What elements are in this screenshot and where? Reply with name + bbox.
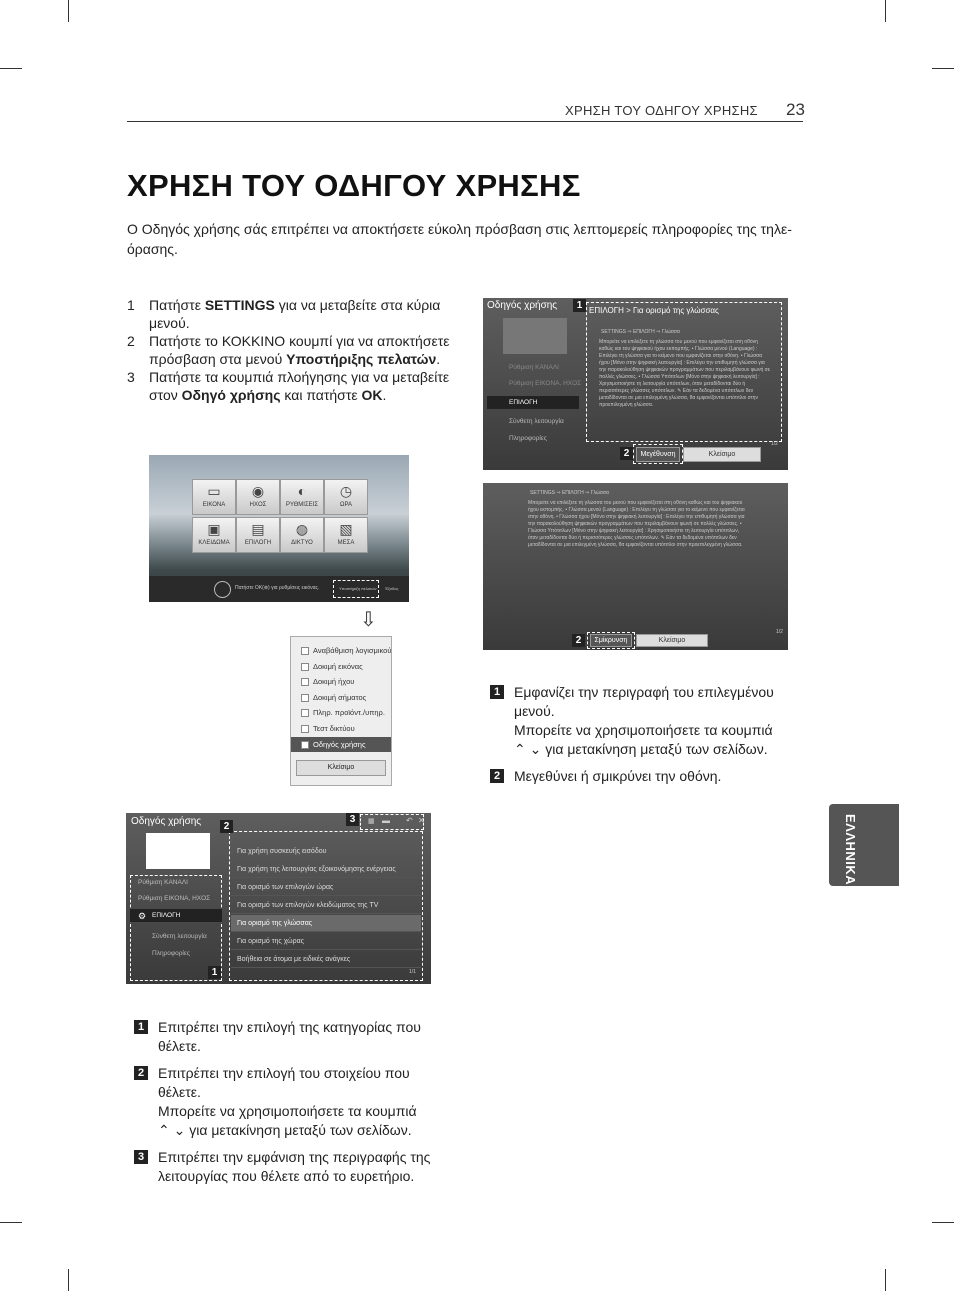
callout-badge-1: 1 bbox=[208, 966, 221, 979]
close-button[interactable]: Κλείσιμο bbox=[636, 634, 708, 647]
satellite-icon: ◐ bbox=[297, 483, 307, 499]
preview-box bbox=[503, 318, 567, 354]
tv-main-menu-screenshot bbox=[149, 455, 409, 602]
menu-tile-picture[interactable] bbox=[192, 479, 236, 515]
step-number: 1 bbox=[127, 297, 135, 313]
tile-label: ΔΙΚΤΥΟ bbox=[291, 540, 313, 546]
support-item-network-test[interactable]: Τεστ δικτύου bbox=[291, 721, 391, 737]
page-indicator: 1/1 bbox=[409, 969, 416, 975]
description-body: Μπορείτε να επιλέξετε τη γλώσσα του μενού που εμφανίζεται στη οθόνη καθώς και του ψηφιακού ήχου εκπομπής. • Γλώσσα μενού (Language) : Επιλέγει τη γλώσσα για το κείμενο που εμφανίζεται στην οθόνη. • Γλώσσα ήχου [Μόνο στην ψηφιακή λειτουργία] : Επιλέγει την επιθυμητή γλώσσα για την παρακολούθηση ψηφιακών προγραμμάτων που περιλαμβάνουν φωνή σε πολλές γλώσσες. • Γλώσσα Υπότιτλων [Μόνο στην ψηφιακή λειτουργία] : Χρησιμοποιήστε τη λειτουργία υπότιτλων, όταν μεταδίδονται δύο ή περισσότερες γλώσσες υπότιτλων. ✎ Εάν τα δεδομένα υπότιτλων δεν μεταδίδονται σε μια επιλεγμένη γλώσσα, θα εμφανίζονται υπότιτλοι στην προεπιλεγμένη γλώσσα. bbox=[528, 500, 745, 548]
grid-view-icon[interactable]: ▦ bbox=[368, 818, 375, 825]
menu-tile-network[interactable] bbox=[280, 517, 324, 553]
support-item-signal-test[interactable]: Δοκιμή σήματος bbox=[291, 690, 391, 706]
crop-mark bbox=[932, 1222, 954, 1223]
description-line: Εμφανίζει την περιγραφή του επιλεγμένου μενού. bbox=[514, 684, 774, 719]
step-text-part: για να μεταβείτε στα κύρια μενού. bbox=[149, 297, 441, 331]
crop-mark bbox=[68, 0, 69, 22]
description-line: για μετακίνηση μεταξύ των σελίδων. bbox=[545, 741, 768, 757]
support-item-user-guide[interactable]: Οδηγός χρήσης bbox=[291, 737, 391, 753]
step-text-part: Πατήστε το ΚΟΚΚΙΝΟ κουμπί για να αποκτήσετε πρόσβαση στα μενού bbox=[149, 333, 450, 367]
step-text bbox=[149, 368, 457, 404]
speaker-icon: ◉ bbox=[251, 483, 265, 499]
badge: 1 bbox=[134, 1020, 148, 1034]
page-indicator: 1/2 bbox=[771, 441, 778, 447]
briefcase-icon: ▤ bbox=[251, 521, 265, 537]
crop-mark bbox=[0, 68, 22, 69]
description-text: Επιτρέπει την επιλογή της κατηγορίας που θέλετε. bbox=[158, 1019, 421, 1054]
description-item-2 bbox=[490, 767, 790, 786]
callout-badge-3: 3 bbox=[346, 813, 359, 826]
support-item-picture-test[interactable]: Δοκιμή εικόνας bbox=[291, 659, 391, 675]
menu-tile-sound[interactable] bbox=[236, 479, 280, 515]
screen-title: Οδηγός χρήσης bbox=[131, 816, 202, 827]
description-line: Επιτρέπει την επιλογή του στοιχείου που θέλετε. bbox=[158, 1065, 410, 1100]
description-text bbox=[158, 1064, 434, 1140]
settings-path: SETTINGS ⇒ ΕΠΙΛΟΓΗ ⇒ Γλώσσα bbox=[530, 490, 609, 496]
step-number: 3 bbox=[127, 369, 135, 385]
menu-tile-lock[interactable] bbox=[192, 517, 236, 553]
callout-badge-2: 2 bbox=[572, 634, 585, 647]
step-text-part: . bbox=[436, 351, 441, 367]
crop-mark bbox=[885, 0, 886, 22]
guide-item[interactable]: Για ορισμό των επιλογών κλειδώματος της TV bbox=[231, 897, 421, 914]
category-information[interactable]: Πληροφορίες bbox=[152, 950, 190, 957]
menu-tile-option[interactable] bbox=[236, 517, 280, 553]
category-information[interactable]: Πληροφορίες bbox=[509, 435, 547, 442]
step-keyword: SETTINGS bbox=[204, 297, 275, 313]
step-text bbox=[149, 296, 457, 332]
description-item-2 bbox=[134, 1064, 434, 1140]
language-side-tab bbox=[829, 804, 899, 886]
category-picture-sound[interactable]: Ρύθμιση ΕΙΚΟΝΑ, ΗΧΟΣ bbox=[138, 895, 211, 902]
description-line: Μπορείτε να χρησιμοποιήσετε τα κουμπιά bbox=[158, 1103, 417, 1119]
language-label: ΕΛΛΗΝΙΚΑ bbox=[843, 814, 858, 886]
remote-nav-icon bbox=[214, 581, 231, 598]
crop-mark bbox=[0, 1222, 22, 1223]
header-rule bbox=[127, 121, 803, 122]
guide-item[interactable]: Για ορισμό των επιλογών ώρας bbox=[231, 879, 421, 896]
step-text bbox=[149, 332, 457, 368]
zoomed-guide-screenshot bbox=[483, 483, 788, 650]
breadcrumb: ΕΠΙΛΟΓΗ > Για ορισμό της γλώσσας bbox=[589, 306, 719, 315]
folder-icon[interactable]: ▬ bbox=[382, 816, 390, 825]
step-keyword: Υποστήριξης πελατών bbox=[286, 351, 437, 367]
crop-mark bbox=[885, 1269, 886, 1291]
guide-item[interactable]: Για χρήση συσκευής εισόδου bbox=[231, 843, 421, 860]
hint-text: Πατήστε OK(⊗) για ρυθμίσεις εικόνας. bbox=[235, 585, 320, 591]
user-guide-screenshot bbox=[126, 813, 431, 984]
close-icon[interactable]: ✕ bbox=[418, 816, 425, 825]
category-option[interactable]: ΕΠΙΛΟΓΗ bbox=[487, 396, 579, 409]
step-text-part: Πατήστε bbox=[149, 297, 205, 313]
guide-item[interactable]: Για ορισμό της χώρας bbox=[231, 933, 421, 950]
step-text-part: Πατήστε τα κουμπιά πλοήγησης για να μεταβείτε στον bbox=[149, 369, 450, 403]
guide-item[interactable]: Για ορισμό της γλώσσας bbox=[231, 915, 421, 932]
description-line: για μετακίνηση μεταξύ των σελίδων. bbox=[189, 1122, 412, 1138]
description-line: Μπορείτε να χρησιμοποιήσετε τα κουμπιά bbox=[514, 722, 773, 738]
left-description-list bbox=[134, 1018, 434, 1194]
menu-tile-time[interactable] bbox=[324, 479, 368, 515]
close-button[interactable]: Κλείσιμο bbox=[296, 760, 386, 776]
crop-mark bbox=[68, 1269, 69, 1291]
category-option[interactable]: ΕΠΙΛΟΓΗ bbox=[130, 909, 222, 922]
zoom-out-button[interactable]: Σμίκρυνση bbox=[590, 634, 632, 647]
guide-detail-screenshot bbox=[483, 298, 788, 470]
globe-icon: ◍ bbox=[295, 521, 309, 537]
support-item-product-info[interactable]: Πληρ. προϊόντ./υπηρ. bbox=[291, 705, 391, 721]
arrow-down-icon: ⇩ bbox=[360, 609, 377, 631]
clock-icon: ◷ bbox=[339, 483, 353, 499]
tile-label: ΡΥΘΜΙΣΕΙΣ bbox=[285, 502, 319, 508]
description-item-1 bbox=[490, 683, 790, 759]
preview-box bbox=[146, 833, 210, 869]
category-advanced[interactable]: Σύνθετη λειτουργία bbox=[152, 933, 207, 940]
description-text: Μεγεθύνει ή σμικρύνει την οθόνη. bbox=[514, 768, 722, 784]
guide-item[interactable]: Για χρήση της λειτουργίας εξοικονόμησης ενέργειας bbox=[231, 861, 421, 878]
badge: 2 bbox=[490, 769, 504, 783]
description-item-1 bbox=[134, 1018, 434, 1056]
header-section-title: ΧΡΗΣΗ ΤΟΥ ΟΔΗΓΟΥ ΧΡΗΣΗΣ bbox=[565, 103, 758, 118]
tile-label: ΩΡΑ bbox=[339, 502, 353, 508]
tile-label: ΜΕΣΑ bbox=[337, 540, 355, 546]
description-text bbox=[514, 683, 790, 759]
support-menu bbox=[290, 636, 392, 786]
step-keyword: OK bbox=[361, 387, 383, 403]
step-list bbox=[127, 296, 457, 404]
description-body: Μπορείτε να επιλέξετε τη γλώσσα του μενού που εμφανίζεται στη οθόνη καθώς και του ψηφιακού ήχου εκπομπής. • Γλώσσα μενού (Language) : Επιλέγει τη γλώσσα για το κείμενο που εμφανίζεται στην οθόνη. • Γλώσσα ήχου [Μόνο στην ψηφιακή λειτουργία] : Επιλέγει την επιθυμητή γλώσσα για την παρακολούθηση ψηφιακών προγραμμάτων που περιλαμβάνουν φωνή σε πολλές γλώσσες. • Γλώσσα Υπότιτλων [Μόνο στην ψηφιακή λειτουργία] : Χρησιμοποιήστε τη λειτουργία υπότιτλων, όταν μεταδίδονται δύο ή περισσότερες γλώσσες υπότιτλων. ✎ Εάν τα δεδομένα υπότιτλων δεν μεταδίδονται σε μια επιλεγμένη γλώσσα, θα εμφανίζονται υπότιτλοι στην προεπιλεγμένη γλώσσα. bbox=[599, 339, 770, 408]
badge: 3 bbox=[134, 1150, 148, 1164]
step-3 bbox=[127, 368, 457, 404]
callout-badge-2: 2 bbox=[220, 820, 233, 833]
category-advanced[interactable]: Σύνθετη λειτουργία bbox=[509, 418, 564, 425]
right-description-list bbox=[490, 683, 790, 794]
intro-paragraph: Ο Οδηγός χρήσης σάς επιτρέπει να αποκτήσετε εύκολη πρόσβαση στις λεπτομερείς πληροφορίες της τηλε-όρασης. bbox=[127, 221, 792, 257]
support-item-sound-test[interactable]: Δοκιμή ήχου bbox=[291, 674, 391, 690]
gear-icon: ⚙ bbox=[138, 911, 147, 921]
support-button[interactable]: Υποστήριξη πελατών bbox=[339, 586, 377, 591]
photos-icon: ▧ bbox=[339, 521, 353, 537]
tv-hint-bar bbox=[149, 576, 409, 602]
close-button[interactable]: Κλείσιμο bbox=[683, 447, 761, 462]
page-title: ΧΡΗΣΗ ΤΟΥ ΟΔΗΓΟΥ ΧΡΗΣΗΣ bbox=[127, 168, 581, 203]
callout-badge-1: 1 bbox=[573, 299, 586, 312]
back-icon[interactable]: ↶ bbox=[406, 816, 413, 825]
tv-icon: ▭ bbox=[207, 483, 221, 499]
chevron-down-icon: ⌄ bbox=[173, 1122, 186, 1138]
menu-tile-media[interactable] bbox=[324, 517, 368, 553]
chevron-up-icon: ⌃ bbox=[158, 1122, 170, 1138]
menu-tile-settings[interactable] bbox=[280, 479, 324, 515]
crop-mark bbox=[932, 68, 954, 69]
zoom-in-button[interactable]: Μεγέθυνση bbox=[636, 447, 680, 462]
tile-label: ΗΧΟΣ bbox=[249, 502, 267, 508]
page-indicator: 1/2 bbox=[776, 629, 783, 635]
settings-path: SETTINGS ⇒ ΕΠΙΛΟΓΗ ⇒ Γλώσσα bbox=[601, 329, 680, 335]
callout-badge-2: 2 bbox=[620, 447, 633, 460]
description-item-3 bbox=[134, 1148, 434, 1186]
tile-label: ΕΠΙΛΟΓΗ bbox=[244, 540, 272, 546]
step-1 bbox=[127, 296, 457, 332]
chevron-up-icon: ⌃ bbox=[514, 741, 526, 757]
chevron-down-icon: ⌄ bbox=[529, 741, 542, 757]
badge: 1 bbox=[490, 685, 504, 699]
exit-button[interactable]: Έξοδος bbox=[385, 586, 399, 591]
step-text-part: . bbox=[382, 387, 387, 403]
tile-label: ΕΙΚΟΝΑ bbox=[202, 502, 226, 508]
page-number: 23 bbox=[786, 100, 805, 119]
tile-label: ΚΛΕΙΔΩΜΑ bbox=[198, 540, 230, 546]
category-channel[interactable]: Ρύθμιση ΚΑΝΑΛΙ bbox=[509, 364, 559, 371]
step-2 bbox=[127, 332, 457, 368]
step-number: 2 bbox=[127, 333, 135, 349]
badge: 2 bbox=[134, 1066, 148, 1080]
description-text: Επιτρέπει την εμφάνιση της περιγραφής της λειτουργίας που θέλετε από το ευρετήριο. bbox=[158, 1149, 431, 1184]
guide-item[interactable]: Βοήθεια σε άτομα με ειδικές ανάγκες bbox=[231, 951, 421, 968]
category-channel[interactable]: Ρύθμιση ΚΑΝΑΛΙ bbox=[138, 879, 188, 886]
category-picture-sound[interactable]: Ρύθμιση ΕΙΚΟΝΑ, ΗΧΟΣ bbox=[509, 380, 582, 387]
support-item-software-update[interactable]: Αναβάθμιση λογισμικού bbox=[291, 643, 391, 659]
lock-icon: ▣ bbox=[207, 521, 221, 537]
screen-title: Οδηγός χρήσης bbox=[487, 300, 558, 311]
step-keyword: Οδηγό χρήσης bbox=[181, 387, 281, 403]
step-text-part: και πατήστε bbox=[280, 387, 362, 403]
